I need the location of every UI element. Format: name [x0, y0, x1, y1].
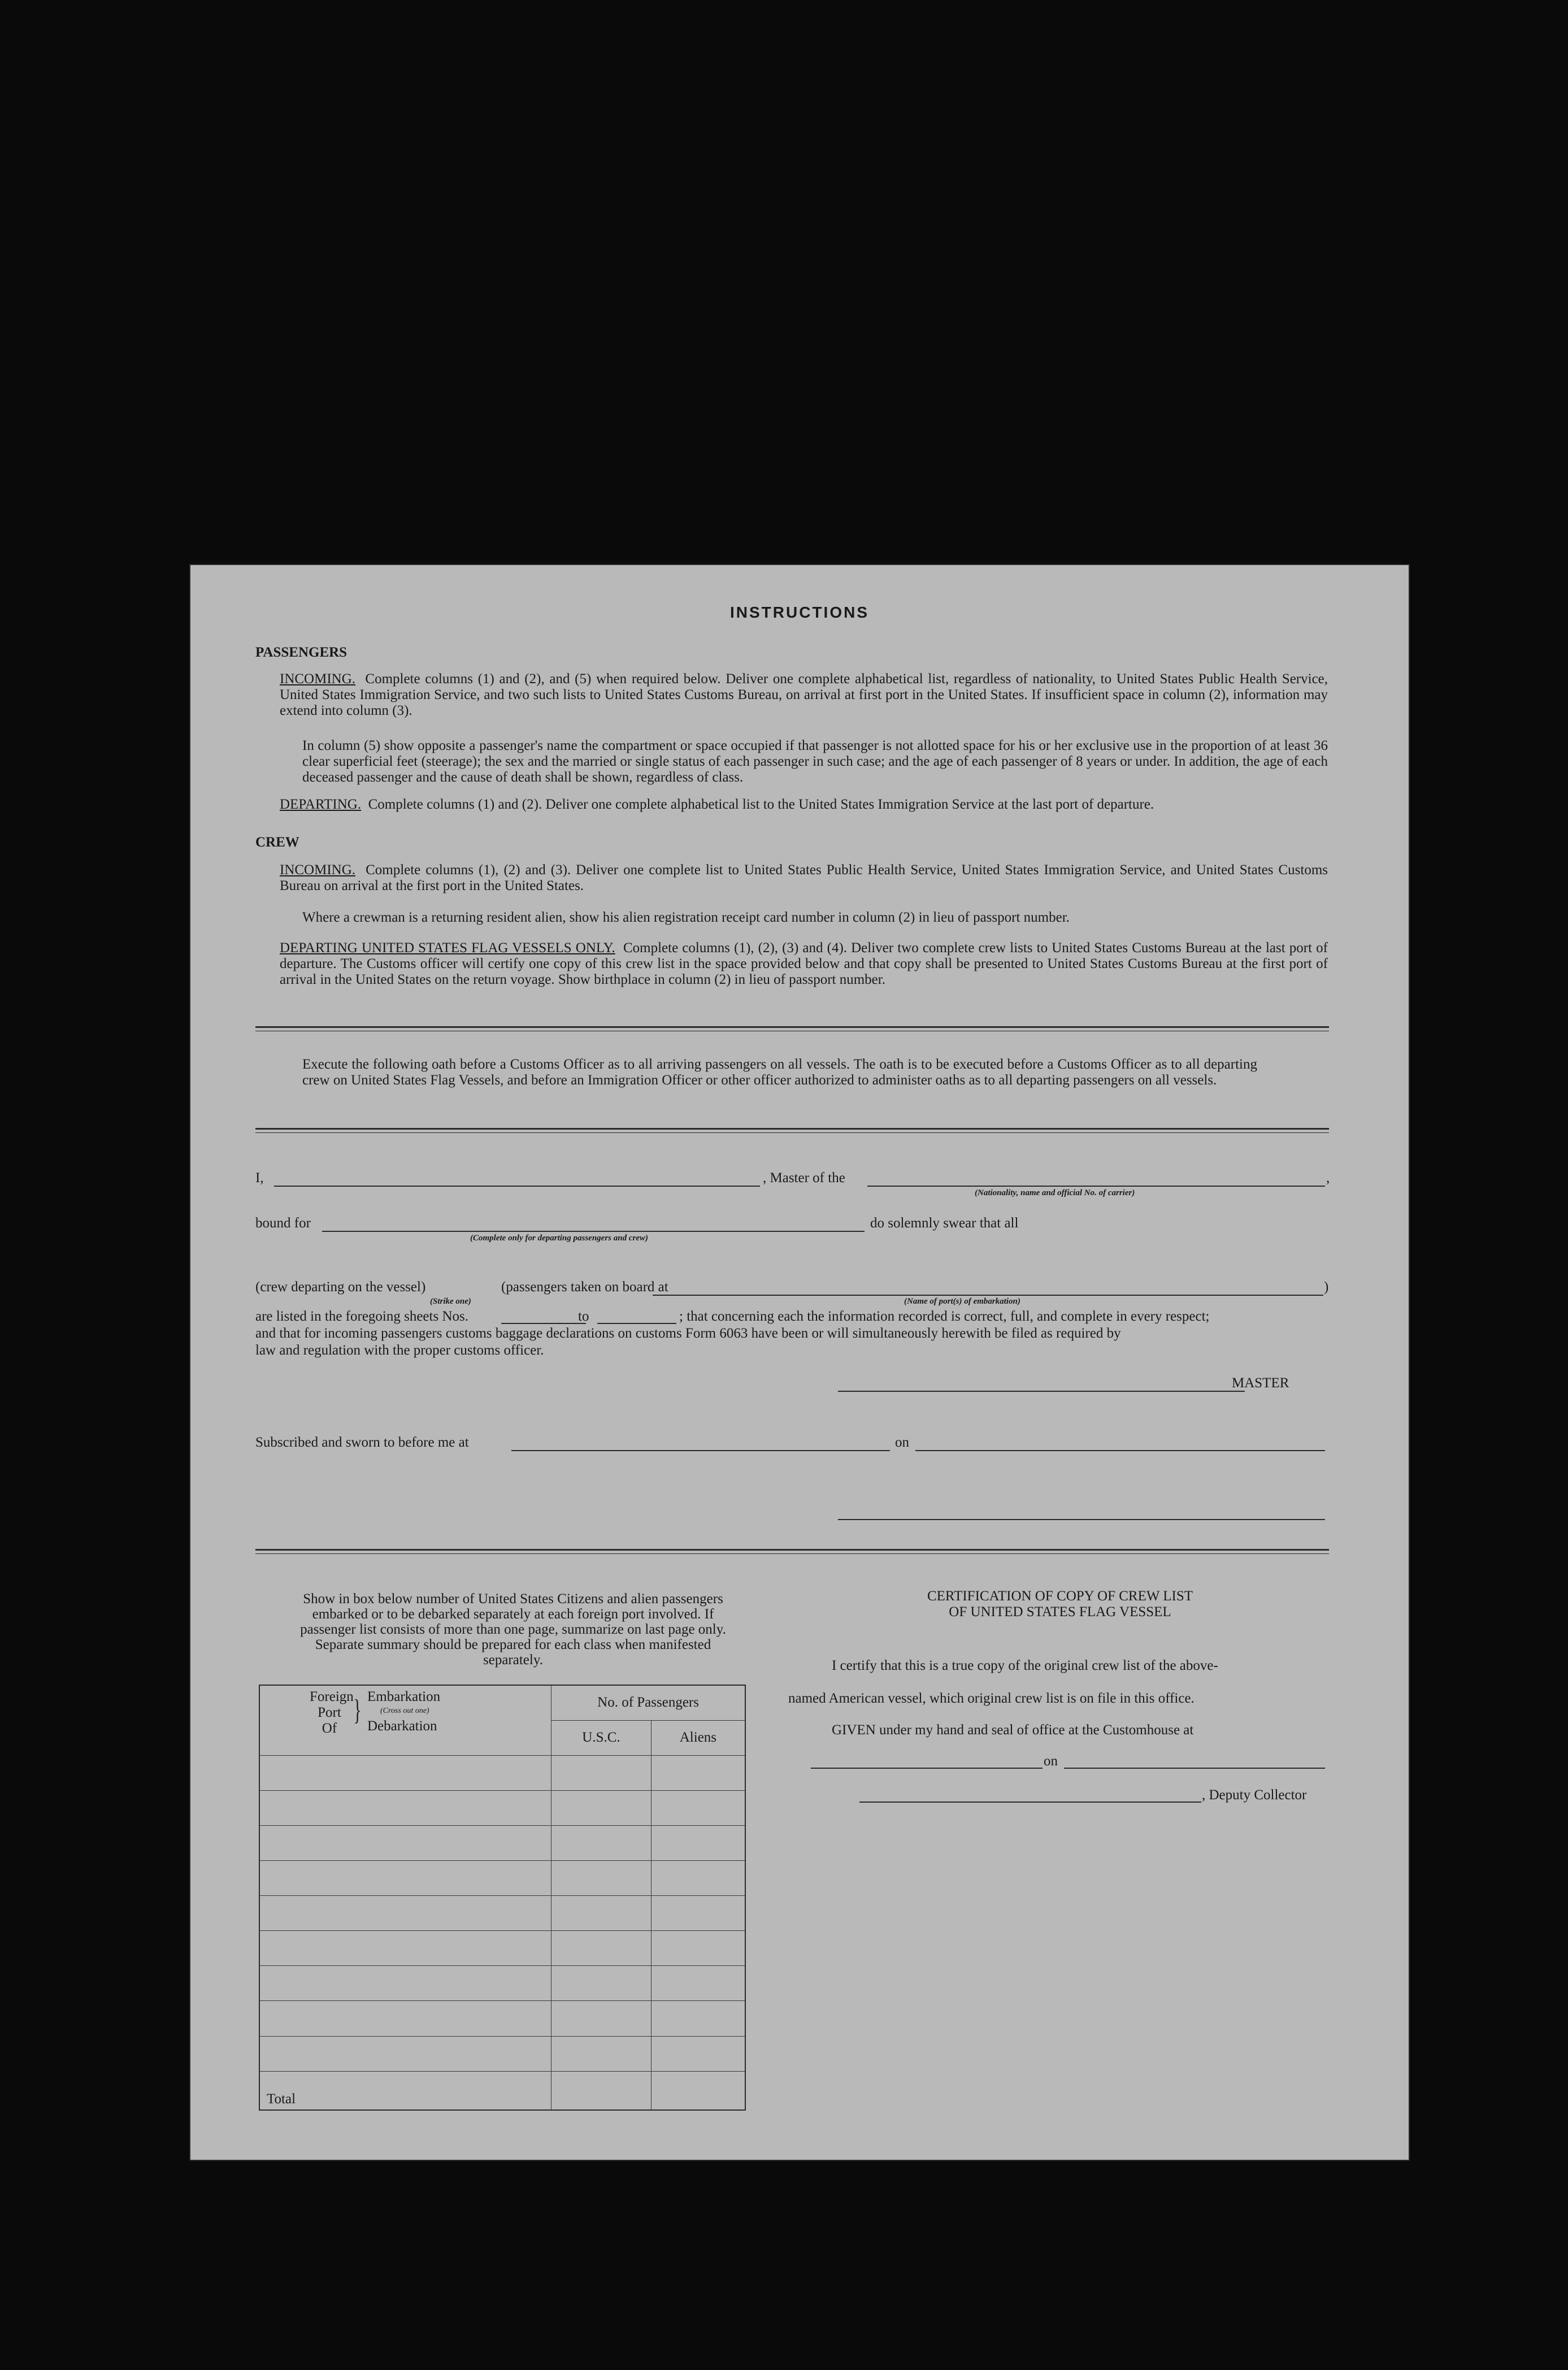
carrier-field[interactable]	[867, 1186, 1325, 1187]
certification-title-line1: CERTIFICATION OF COPY OF CREW LIST	[927, 1588, 1193, 1604]
oath-instruction: Execute the following oath before a Customs Officer as to all arriving passengers on all vessels. The oath is to be executed before a Customs Officer as to all departing crew on United States Flag Vessels, and before an Immigration Officer or other officer authorized to administer oaths as to all departing passengers on all vessels.	[302, 1057, 1257, 1088]
bound-caption: (Complete only for departing passengers and crew)	[470, 1234, 648, 1243]
table-row	[259, 1790, 745, 1825]
usc-cell[interactable]	[551, 1825, 651, 1860]
cert-on-label: on	[1044, 1753, 1058, 1769]
debarkation-label: Debarkation	[367, 1718, 437, 1734]
aliens-cell[interactable]	[651, 1896, 745, 1931]
crew-departing-label: DEPARTING UNITED STATES FLAG VESSELS ONLY.	[280, 940, 615, 956]
passengers-departing-label: DEPARTING.	[280, 797, 362, 812]
total-row	[259, 2071, 745, 2110]
certify-line2: named American vessel, which original crew list is on file in this office.	[788, 1691, 1195, 1706]
embarkation-port-field[interactable]	[653, 1295, 1323, 1296]
divider-rule	[255, 1128, 1329, 1130]
table-row	[259, 1931, 745, 1966]
col-header-no-passengers: No. of Passengers	[551, 1685, 745, 1720]
usc-cell[interactable]	[551, 1966, 651, 2001]
passenger-summary-table	[259, 1685, 746, 2111]
subscribed-label: Subscribed and sworn to before me at	[255, 1435, 469, 1450]
port-cell[interactable]	[259, 1861, 551, 1896]
oath-i-label: I,	[255, 1170, 264, 1186]
foreign-word: Foreign	[310, 1689, 354, 1704]
aliens-cell[interactable]	[651, 1931, 745, 1966]
summary-instruction: Show in box below number of United States Citizens and alien passengers embarked or to be debarked separately at each foreign port involved. If passenger list consists of more than one page, summarize on last page only. Separate summary should be prepared for each class when manifested separately.	[300, 1591, 726, 1668]
certification-title-line2: OF UNITED STATES FLAG VESSEL	[949, 1604, 1171, 1620]
table-row	[259, 2036, 745, 2071]
sheet-from-field[interactable]	[501, 1323, 586, 1324]
table-row	[259, 1755, 745, 1790]
foreign-port-label	[310, 1689, 354, 1737]
usc-total-cell[interactable]	[551, 2071, 651, 2110]
crew-incoming-paragraph	[280, 862, 1328, 894]
passengers-heading: PASSENGERS	[255, 645, 348, 660]
divider-rule	[255, 1026, 1329, 1028]
form-page	[189, 564, 1410, 2161]
aliens-cell[interactable]	[651, 2036, 745, 2071]
given-text: GIVEN under my hand and seal of office at the Customhouse at	[832, 1722, 1194, 1738]
divider-rule	[255, 1549, 1329, 1551]
deputy-collector-label: , Deputy Collector	[1202, 1787, 1307, 1803]
crew-heading: CREW	[255, 835, 299, 850]
divider-rule	[255, 1132, 1329, 1133]
sheet-to-field[interactable]	[597, 1323, 676, 1324]
aliens-cell[interactable]	[651, 1861, 745, 1896]
passengers-column5-paragraph: In column (5) show opposite a passenger's name the compartment or space occupied if that passenger is not allotted space for his or her exclusive use in the proportion of at least 36 clear superficial feet (steerage); the sex and the married or single status of each passenger in such case; and the age of each passenger of 8 years or under. In addition, the age of each deceased passenger and the cause of death shall be shown, regardless of class.	[302, 738, 1328, 785]
aliens-total-cell[interactable]	[651, 2071, 745, 2110]
port-cell[interactable]	[259, 1755, 551, 1790]
of-word: Of	[322, 1721, 337, 1736]
certify-line1: I certify that this is a true copy of the original crew list of the above-	[832, 1658, 1218, 1673]
passengers-departing-text: Complete columns (1) and (2). Deliver one complete alphabetical list to the United States Immigration Service at the last port of departure.	[368, 797, 1154, 812]
sworn-on-label: on	[895, 1435, 909, 1450]
ports-caption: (Name of port(s) of embarkation)	[904, 1297, 1020, 1306]
swear-label: do solemnly swear that all	[870, 1216, 1019, 1231]
total-label: Total	[259, 2071, 551, 2110]
master-name-field[interactable]	[274, 1186, 760, 1187]
usc-cell[interactable]	[551, 2001, 651, 2036]
usc-cell[interactable]	[551, 1931, 651, 1966]
aliens-cell[interactable]	[651, 1825, 745, 1860]
port-cell[interactable]	[259, 1790, 551, 1825]
port-cell[interactable]	[259, 2001, 551, 2036]
oath-body-line3: law and regulation with the proper customs officer.	[255, 1343, 544, 1358]
port-cell[interactable]	[259, 1825, 551, 1860]
crew-incoming-label: INCOMING.	[280, 862, 356, 878]
page-title: INSTRUCTIONS	[730, 604, 869, 621]
table-row	[259, 1861, 745, 1896]
usc-cell[interactable]	[551, 2036, 651, 2071]
cross-out-caption: (Cross out one)	[380, 1707, 429, 1715]
officer-signature-field[interactable]	[838, 1519, 1325, 1520]
port-cell[interactable]	[259, 1966, 551, 2001]
close-paren: )	[1324, 1279, 1329, 1295]
crew-departing-paragraph	[280, 940, 1328, 988]
aliens-cell[interactable]	[651, 1790, 745, 1825]
col-header-usc: U.S.C.	[551, 1720, 651, 1755]
master-of-label: , Master of the	[763, 1170, 845, 1186]
oath-body-rest: ; that concerning each the information recorded is correct, full, and complete in every respect;	[679, 1309, 1210, 1324]
passengers-incoming-paragraph	[280, 671, 1328, 719]
port-cell[interactable]	[259, 2036, 551, 2071]
bound-for-field[interactable]	[322, 1231, 865, 1232]
passengers-departing-paragraph	[280, 797, 1328, 813]
usc-cell[interactable]	[551, 1790, 651, 1825]
customhouse-field[interactable]	[811, 1768, 1043, 1769]
usc-cell[interactable]	[551, 1755, 651, 1790]
port-word: Port	[318, 1705, 341, 1720]
sheets-label: are listed in the foregoing sheets Nos.	[255, 1309, 468, 1324]
master-label: MASTER	[1232, 1375, 1289, 1391]
table-row	[259, 2001, 745, 2036]
aliens-cell[interactable]	[651, 2001, 745, 2036]
passengers-option[interactable]: (passengers taken on board at	[501, 1279, 668, 1295]
embarkation-label: Embarkation	[367, 1689, 441, 1704]
aliens-cell[interactable]	[651, 1755, 745, 1790]
carrier-caption: (Nationality, name and official No. of carrier)	[975, 1188, 1135, 1197]
sworn-at-field[interactable]	[511, 1450, 890, 1451]
comma-mark: ,	[1326, 1170, 1330, 1186]
cert-date-field[interactable]	[1064, 1768, 1325, 1769]
crew-incoming-text: Complete columns (1), (2) and (3). Deliver one complete list to United States Public Health Service, United States Immigration Service, and United States Customs Bureau on arrival at the first port in the United States.	[280, 862, 1328, 893]
strike-caption: (Strike one)	[430, 1297, 471, 1306]
divider-rule	[255, 1553, 1329, 1554]
bound-for-label: bound for	[255, 1216, 311, 1231]
to-label: to	[578, 1309, 589, 1324]
passengers-incoming-text: Complete columns (1) and (2), and (5) when required below. Deliver one complete alphabetical list, regardless of nationality, to United States Public Health Service, United States Immigration Service, and two such lists to United States Customs Bureau, on arrival at first port in the United States. If insufficient space in column (2), information may extend into column (3).	[280, 671, 1328, 718]
crew-resident-paragraph: Where a crewman is a returning resident alien, show his alien registration receipt card number in column (2) in lieu of passport number.	[302, 910, 1070, 925]
table-row	[259, 1825, 745, 1860]
deputy-collector-signature-field[interactable]	[859, 1802, 1201, 1803]
crew-departing-option[interactable]: (crew departing on the vessel)	[255, 1279, 426, 1295]
sworn-on-field[interactable]	[915, 1450, 1325, 1451]
passengers-incoming-label: INCOMING.	[280, 671, 356, 687]
port-cell[interactable]	[259, 1931, 551, 1966]
col-header-foreign-port	[259, 1685, 551, 1755]
aliens-cell[interactable]	[651, 1966, 745, 2001]
table-row	[259, 1966, 745, 2001]
table-row	[259, 1896, 745, 1931]
brace-icon: }	[353, 1694, 362, 1726]
usc-cell[interactable]	[551, 1896, 651, 1931]
col-header-aliens: Aliens	[651, 1720, 745, 1755]
oath-body-line2: and that for incoming passengers customs baggage declarations on customs Form 6063 have been or will simultaneously herewith be filed as required by	[255, 1326, 1121, 1341]
master-signature-field[interactable]	[838, 1391, 1245, 1392]
crew-departing-text: Complete columns (1), (2), (3) and (4). Deliver two complete crew lists to United States Customs Bureau at the last port of departure. The Customs officer will certify one copy of this crew list in the space provided below and that copy shall be presented to United States Customs Bureau at the first port of arrival in the United States on the return voyage. Show birthplace in column (2) in lieu of passport number.	[280, 940, 1328, 987]
port-cell[interactable]	[259, 1896, 551, 1931]
usc-cell[interactable]	[551, 1861, 651, 1896]
